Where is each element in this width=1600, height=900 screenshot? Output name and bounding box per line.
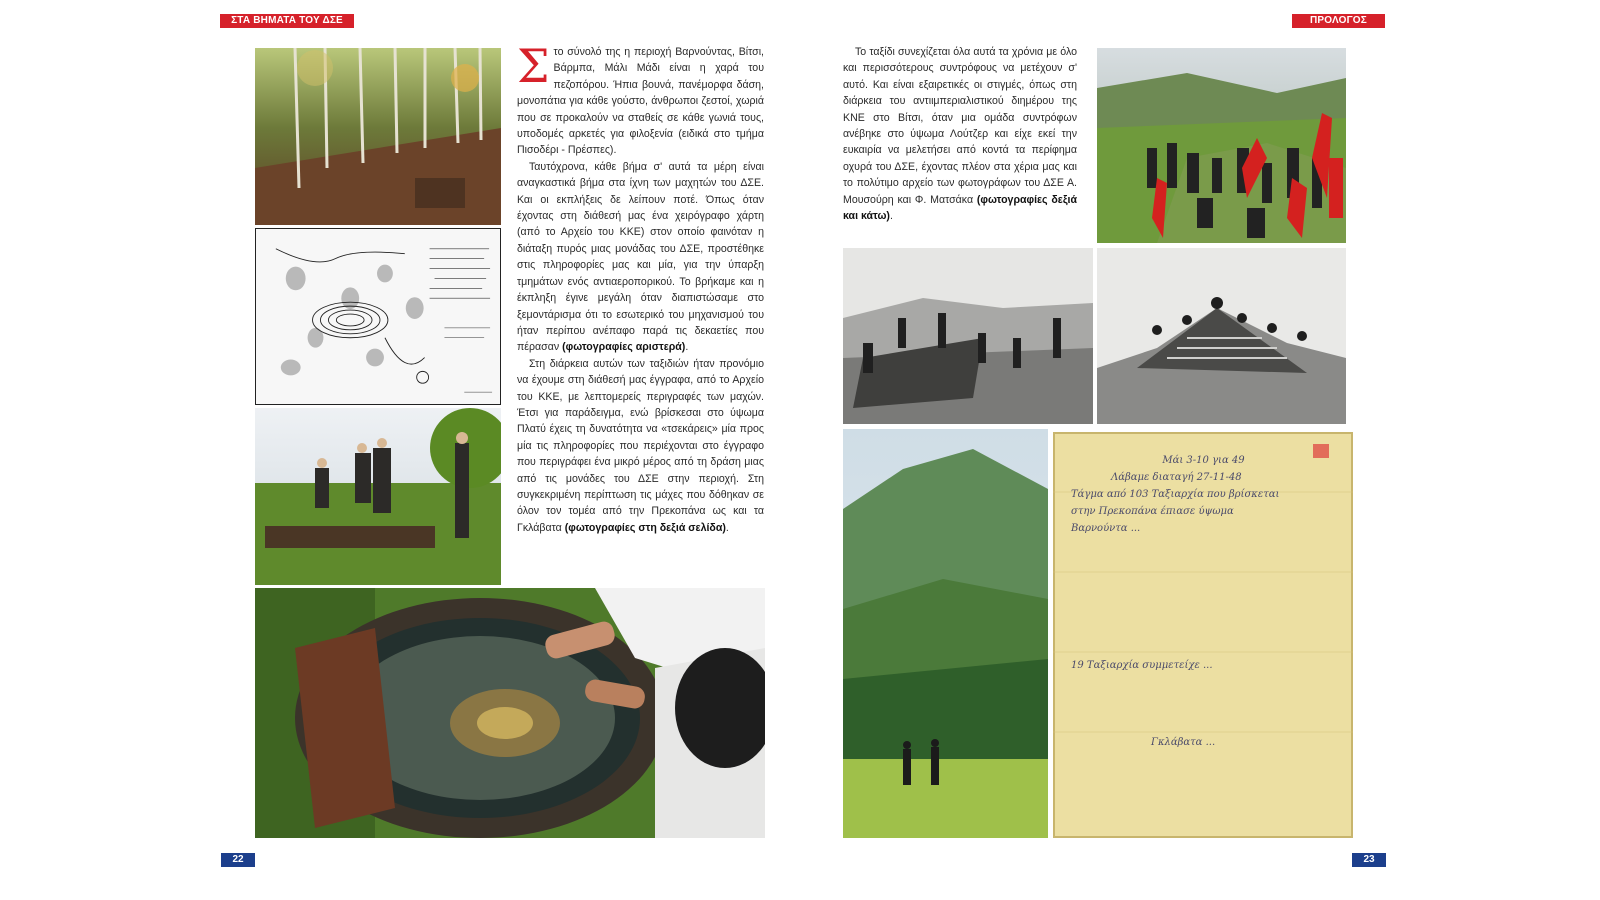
handwritten-map [255, 228, 501, 405]
group-flags-photo [1097, 48, 1346, 243]
left-text-column [517, 39, 764, 536]
gun-mechanism-photo [255, 588, 765, 838]
historic-bw-photo-1 [843, 248, 1093, 424]
hikers-landscape-photo [843, 429, 1048, 838]
forest-photo [255, 48, 501, 225]
document-line-5: Βαρνούντα ... [1071, 523, 1141, 534]
document-line-6: 19 Ταξιαρχία συμμετείχε ... [1071, 660, 1213, 671]
left-paragraph-3: Στη διάρκεια αυτών των ταξιδιών ήταν προνόμιο να έχουμε στη διάθεσή μας έγγραφα, από το Αρχείο του ΚΚΕ, με λεπτομερείς περιγραφές των μαχών. Έτσι για παράδειγμα, ενώ βρίσκεσαι στο ύψωμα Πλατύ έχεις τη δυνατότητα να «τσεκάρεις» μία προς μία τις πληροφορίες που περιέχονται στο έγγραφο που περιγράφει ένα μικρό μέρος από τη δράση μιας από τις μονάδες του ΔΣΕ στην περιοχή. Στη συγκεκριμένη περίπτωση τις μάχες που δόθηκαν σε όλον τον τομέα από την Πρεκοπάνα ως και τα Γκλάβατα (φωτογραφίες στη δεξιά σελίδα). [517, 357, 764, 534]
left-paragraph-2: Ταυτόχρονα, κάθε βήμα σ' αυτά τα μέρη είναι αναγκαστικά βήμα στα ίχνη των μαχητών του ΔΣΕ. Και οι εκπλήξεις δε λείπουν ποτέ. Όπως όταν έχοντας στη διάθεσή μας ένα χειρόγραφο χάρτη (από το Αρχείο του ΚΚΕ) στον οποίο φαινόταν η διάταξη πυρός μιας μονάδας του ΔΣΕ, προστέθηκε στις πληροφορίες μας και μία, για την ύπαρξη τμημάτων ενός αντιαεροπορικού. Το βρήκαμε και η έκπληξη έγινε μεγάλη όταν διαπιστώσαμε στο ξεμοντάρισμα ότι το εσωτερικό του μηχανισμού του ήταν περίπου ανέπαφο παρά τις δεκαετίες που πέρασαν (φωτογραφίες αριστερά). [517, 160, 764, 354]
right-header-tag: ΠΡΟΛΟΓΟΣ [1292, 14, 1385, 28]
right-text-column [843, 44, 1077, 224]
people-digging-photo [255, 408, 501, 585]
left-page-number: 22 [221, 853, 255, 867]
document-line-1: Μάι 3-10 για 49 [1162, 455, 1245, 466]
historic-bw-photo-2 [1097, 248, 1346, 424]
document-line-3: Τάγμα από 103 Ταξιαρχία που βρίσκεται [1071, 489, 1280, 500]
dropcap: Σ [517, 39, 550, 93]
left-header-tag: ΣΤΑ ΒΗΜΑΤΑ ΤΟΥ ΔΣΕ [220, 14, 354, 28]
document-line-4: στην Πρεκοπάνα έπιασε ύψωμα [1071, 506, 1234, 517]
handwritten-document-photo [1053, 432, 1353, 838]
document-line-7: Γκλάβατα ... [1151, 737, 1216, 748]
document-line-2: Λάβαμε διαταγή 27-11-48 [1111, 472, 1242, 483]
right-paragraph-1: Το ταξίδι συνεχίζεται όλα αυτά τα χρόνια με όλο και περισσότερους συντρόφους να μετέχουν σ' αυτό. Και είναι εξαιρετικές οι στιγμές, όπως στη διάρκεια του αντιιμπεριαλιστικού διημέρου της ΚΝΕ στο Βίτσι, όταν μια ομάδα συντρόφων ανέβηκε στο ύψωμα Λούτζερ και είχε εκεί την ευκαιρία να μελετήσει από κοντά τα περίφημα οχυρά του ΔΣΕ, έχοντας πλέον στα χέρια μας και το πολύτιμο αρχείο των φωτογράφων του ΔΣΕ Α. Μουσούρη και Φ. Ματσάκα (φωτογραφίες δεξιά και κάτω). [843, 46, 1078, 223]
left-paragraph-1: Στο σύνολό της η περιοχή Βαρνούντας, Βίτσι, Βάρμπα, Μάλι Μάδι είναι η χαρά του πεζοπόρου. Ήπια βουνά, πανέμορφα δάση, μονοπάτια για κάθε γούστο, άνθρωποι ζεστοί, χωριά που σε προκαλούν να σταθείς σε κάθε γωνιά τους, υποδομές αρκετές για φιλοξενία (ειδικά στο τμήμα Πισοδέρι - Πρέσπες). [517, 39, 764, 157]
right-page-number: 23 [1352, 853, 1386, 867]
